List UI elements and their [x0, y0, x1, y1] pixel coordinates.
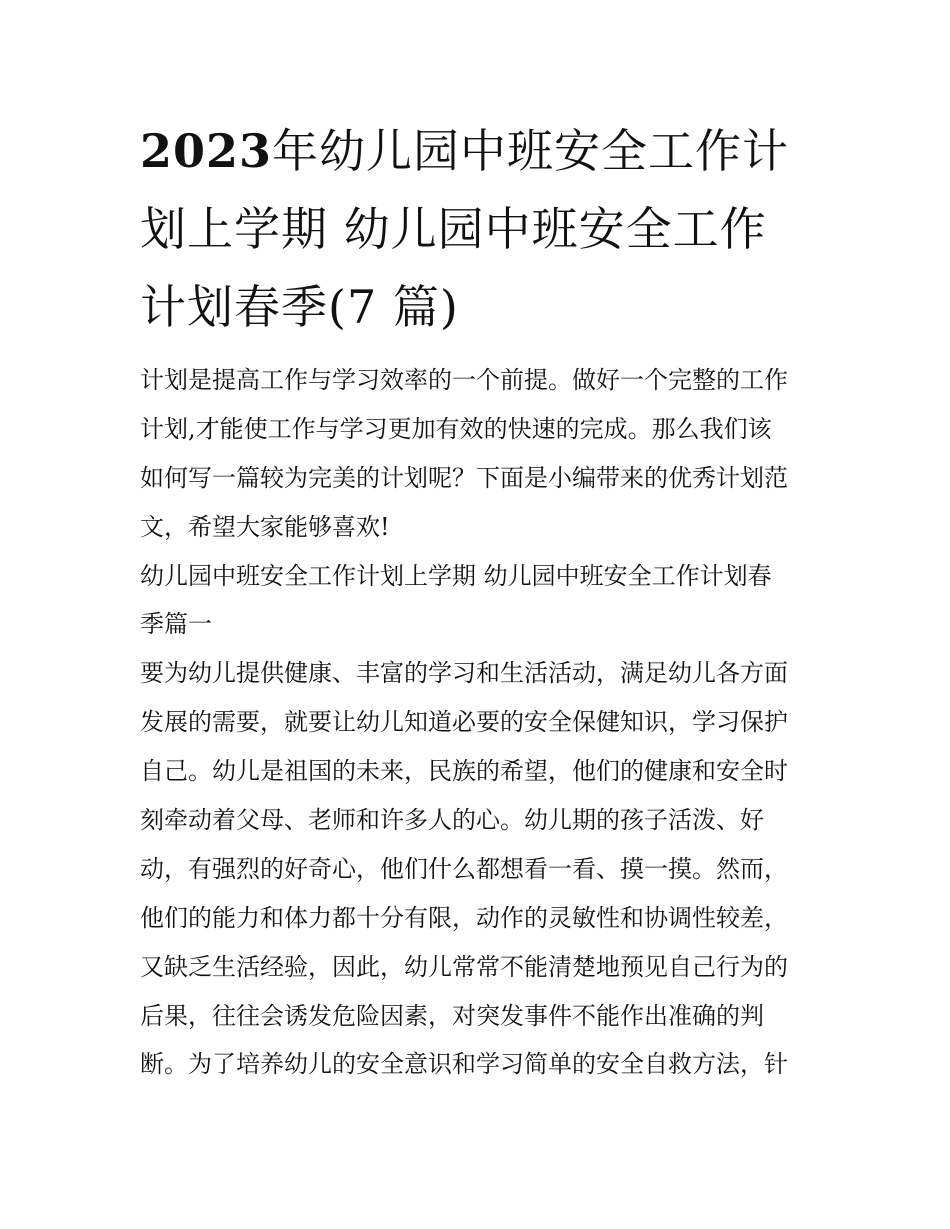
body-line: 他们的能力和体力都十分有限，动作的灵敏性和协调性较差，: [140, 903, 788, 932]
section-heading-line: 季篇一: [140, 610, 212, 639]
body-line: 如何写一篇较为完美的计划呢？下面是小编带来的优秀计划范: [140, 463, 788, 492]
body-line: 计划是提高工作与学习效率的一个前提。做好一个完整的工作: [140, 366, 788, 394]
body-line: 文，希望大家能够喜欢!: [140, 512, 390, 541]
title-line-text: 计划春季(7 篇): [140, 280, 459, 334]
body-line: 断。为了培养幼儿的安全意识和学习简单的安全自救方法，针: [140, 1050, 788, 1079]
title-line-text: 年幼儿园中班安全工作计: [272, 124, 790, 178]
body-line: 自己。幼儿是祖国的未来，民族的希望，他们的健康和安全时: [140, 757, 788, 786]
body-line: 要为幼儿提供健康、丰富的学习和生活活动，满足幼儿各方面: [140, 659, 788, 688]
body-line: 后果，往往会诱发危险因素，对突发事件不能作出准确的判: [140, 1001, 764, 1030]
title-year: 2023: [140, 124, 273, 178]
document-body: [140, 356, 820, 1089]
title-line: [140, 190, 820, 268]
document-title: [140, 112, 820, 346]
section-heading-line: 幼儿园中班安全工作计划上学期 幼儿园中班安全工作计划春: [140, 561, 772, 590]
body-line: 刻牵动着父母、老师和许多人的心。幼儿期的孩子活泼、好: [140, 806, 764, 835]
title-line: [140, 268, 820, 346]
body-line: 又缺乏生活经验，因此，幼儿常常不能清楚地预见自己行为的: [140, 952, 788, 981]
title-line: [140, 112, 820, 190]
body-line: 发展的需要，就要让幼儿知道必要的安全保健知识，学习保护: [140, 708, 788, 737]
body-line: 动，有强烈的好奇心，他们什么都想看一看、摸一摸。然而，: [140, 854, 788, 883]
body-line: 计划,才能使工作与学习更加有效的快速的完成。那么我们该: [140, 414, 772, 443]
title-line-text: 划上学期 幼儿园中班安全工作: [140, 202, 767, 256]
